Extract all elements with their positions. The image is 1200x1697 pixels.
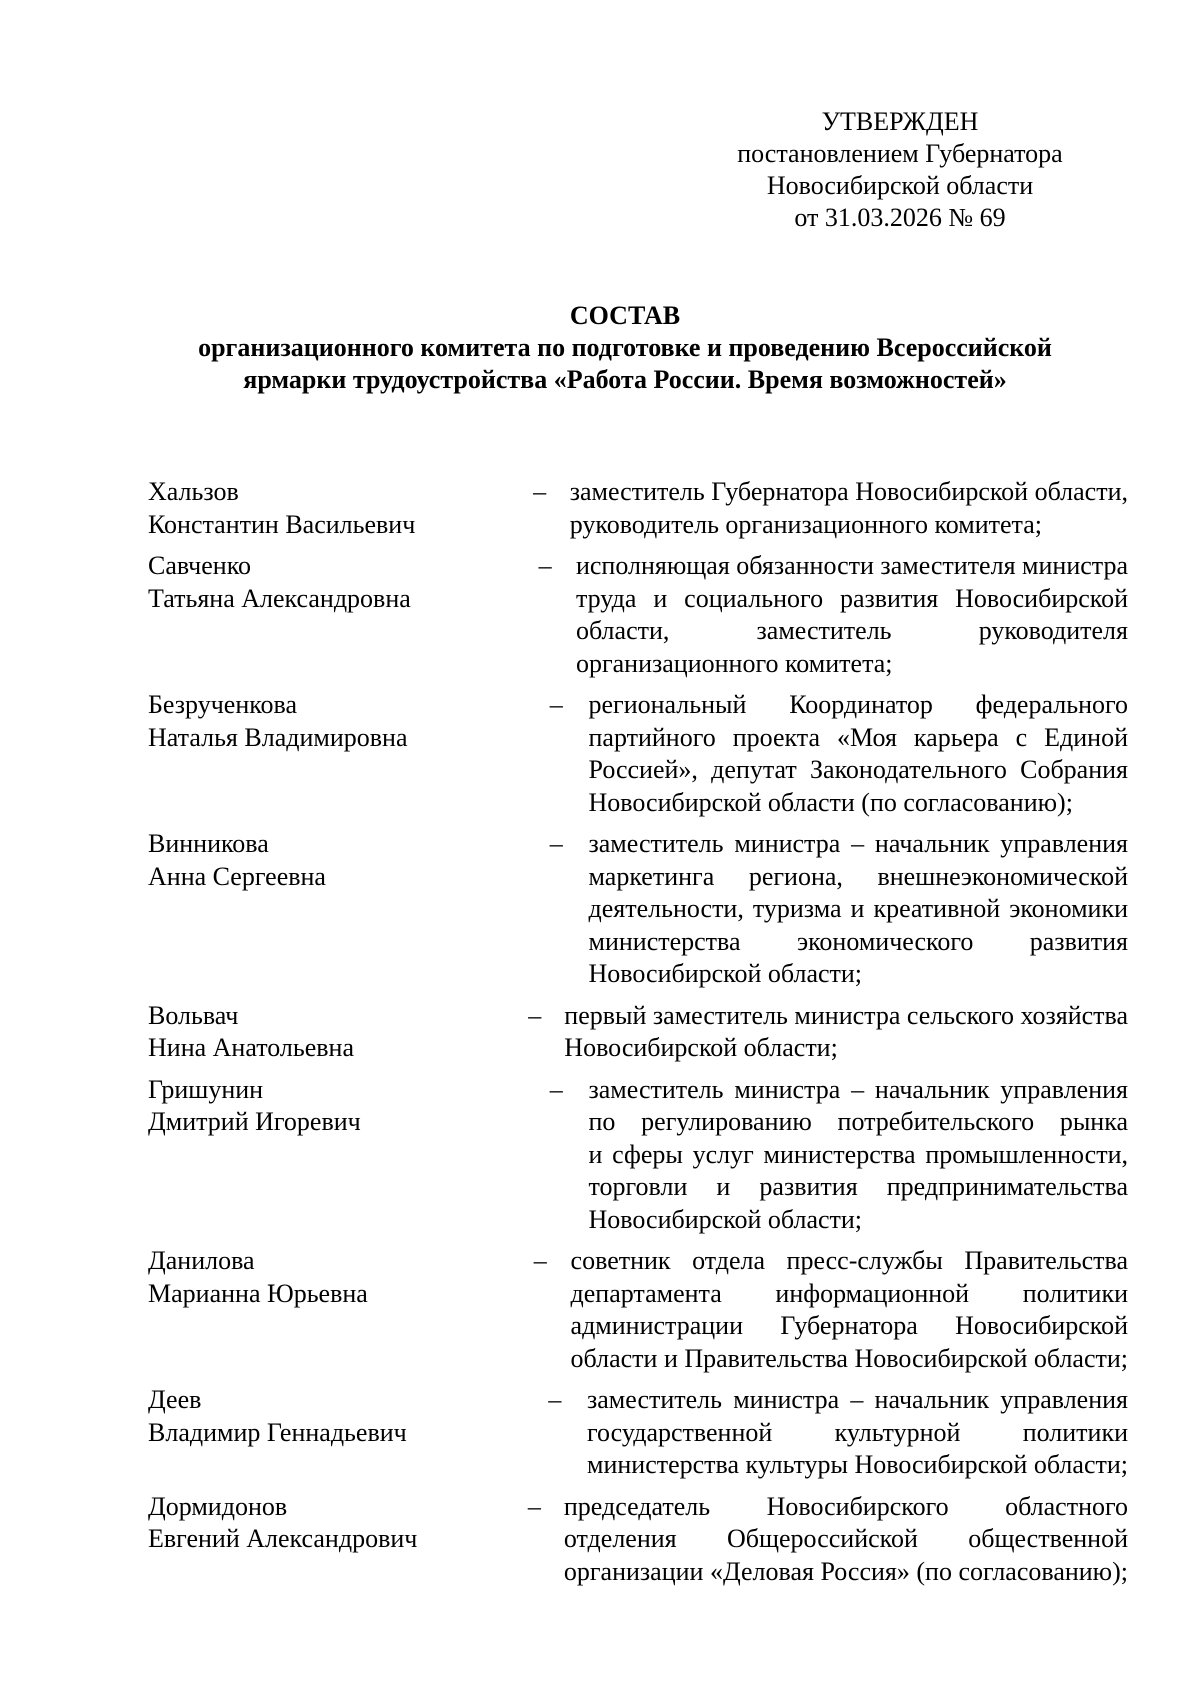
approval-decree: постановлением Губернатора xyxy=(737,139,1063,168)
position-line: организации «Деловая Россия» (по согласованию); xyxy=(563,1556,1128,1586)
member-entry xyxy=(148,1491,1128,1589)
member-name xyxy=(148,476,431,541)
position-line: по регулированию потребительского рынка xyxy=(588,1107,1128,1136)
member-surname: Савченко xyxy=(148,551,252,580)
approval-stamp xyxy=(700,106,1100,234)
position-line: государственной культурной политики xyxy=(587,1417,1128,1447)
position-line: заместитель министра – начальник управления xyxy=(588,829,1128,858)
member-position xyxy=(589,828,1129,991)
member-surname: Гришунин xyxy=(148,1074,264,1104)
position-line: министерства культуры Новосибирской области; xyxy=(587,1450,1128,1479)
position-line: заместитель министра – начальник управления xyxy=(588,1074,1128,1104)
member-entry xyxy=(148,550,1128,680)
dash-separator: – xyxy=(527,1491,541,1521)
position-line: администрации Губернатора Новосибирской xyxy=(570,1311,1128,1340)
member-surname: Дормидонов xyxy=(148,1491,288,1521)
member-name xyxy=(148,1000,426,1065)
position-line: труда и социального развития Новосибирской xyxy=(575,583,1128,613)
dash-separator: – xyxy=(538,551,552,580)
document-title xyxy=(130,300,1120,396)
title-heading: СОСТАВ xyxy=(569,301,681,330)
position-line: отделения Общероссийской общественной xyxy=(563,1524,1128,1553)
member-given-names: Татьяна Александровна xyxy=(148,583,411,613)
member-name xyxy=(148,550,437,680)
position-line: деятельности, туризма и креативной экономики xyxy=(588,894,1128,923)
dash-separator: – xyxy=(549,829,563,858)
member-position xyxy=(571,1245,1128,1375)
member-name xyxy=(148,1245,432,1375)
dash-separator: – xyxy=(533,477,547,506)
position-line: советник отдела пресс-службы Правительства xyxy=(570,1246,1128,1275)
position-line: Новосибирской области; xyxy=(588,959,863,988)
member-position xyxy=(576,550,1128,680)
member-name xyxy=(148,828,448,991)
member-given-names: Константин Васильевич xyxy=(148,509,416,539)
title-line-1: организационного комитета по подготовке и проведению Всероссийской xyxy=(198,333,1052,362)
approval-date-number: от 31.03.2026 № 69 xyxy=(794,203,1006,232)
approval-region: Новосибирской области xyxy=(766,171,1034,200)
member-given-names: Нина Анатольевна xyxy=(148,1033,354,1062)
dash-separator: – xyxy=(533,1246,547,1275)
position-line: Россией», депутат Законодательного Собрания xyxy=(588,755,1128,784)
member-entry xyxy=(148,1074,1128,1237)
position-line: департамента информационной политики xyxy=(570,1278,1128,1308)
position-line: области, заместитель руководителя xyxy=(575,616,1128,645)
member-name xyxy=(148,689,448,819)
member-surname: Безрученкова xyxy=(148,690,298,719)
member-entry xyxy=(148,1000,1128,1065)
member-given-names: Марианна Юрьевна xyxy=(148,1278,368,1308)
position-line: Новосибирской области; xyxy=(588,1204,863,1234)
member-entry xyxy=(148,1245,1128,1375)
member-surname: Вольвач xyxy=(148,1000,239,1030)
committee-members-list xyxy=(148,476,1128,1597)
member-position xyxy=(589,689,1129,819)
member-name xyxy=(148,1074,448,1237)
position-line: заместитель Губернатора Новосибирской области, xyxy=(569,477,1128,506)
member-name xyxy=(148,1491,426,1589)
dash-separator: – xyxy=(549,690,563,719)
dash-separator: – xyxy=(548,1385,562,1414)
member-given-names: Евгений Александрович xyxy=(148,1524,418,1553)
position-line: председатель Новосибирского областного xyxy=(563,1491,1128,1521)
member-entry xyxy=(148,1384,1128,1482)
position-line: области и Правительства Новосибирской области; xyxy=(570,1343,1128,1373)
member-given-names: Владимир Геннадьевич xyxy=(148,1417,407,1447)
member-given-names: Анна Сергеевна xyxy=(148,861,326,891)
position-line: руководитель организационного комитета; xyxy=(569,509,1042,539)
dash-separator: – xyxy=(528,1000,542,1030)
member-surname: Хальзов xyxy=(148,477,239,506)
position-line: и сферы услуг министерства промышленности, xyxy=(588,1139,1128,1169)
member-given-names: Наталья Владимировна xyxy=(148,722,408,752)
member-position xyxy=(589,1074,1129,1237)
member-surname: Данилова xyxy=(148,1246,255,1275)
member-position xyxy=(570,476,1128,541)
position-line: Новосибирской области (по согласованию); xyxy=(588,787,1073,817)
member-surname: Деев xyxy=(148,1385,202,1414)
member-position xyxy=(587,1384,1128,1482)
member-entry xyxy=(148,828,1128,991)
position-line: министерства экономического развития xyxy=(588,926,1128,956)
position-line: торговли и развития предпринимательства xyxy=(588,1172,1128,1201)
position-line: организационного комитета; xyxy=(575,648,893,678)
title-line-2: ярмарки трудоустройства «Работа России. Время возможностей» xyxy=(243,365,1007,394)
dash-separator: – xyxy=(549,1074,563,1104)
member-entry xyxy=(148,689,1128,819)
member-entry xyxy=(148,476,1128,541)
approval-title: УТВЕРЖДЕН xyxy=(821,107,979,136)
position-line: маркетинга региона, внешнеэкономической xyxy=(588,861,1128,891)
position-line: исполняющая обязанности заместителя министра xyxy=(575,551,1128,580)
member-surname: Винникова xyxy=(148,829,269,858)
position-line: заместитель министра – начальник управления xyxy=(587,1385,1128,1414)
member-position xyxy=(564,1491,1128,1589)
position-line: партийного проекта «Моя карьера с Единой xyxy=(588,722,1128,752)
member-position xyxy=(564,1000,1128,1065)
member-given-names: Дмитрий Игоревич xyxy=(148,1107,361,1136)
member-name xyxy=(148,1384,446,1482)
position-line: региональный Координатор федерального xyxy=(588,690,1128,719)
position-line: Новосибирской области; xyxy=(564,1033,838,1062)
position-line: первый заместитель министра сельского хозяйства xyxy=(564,1000,1128,1030)
